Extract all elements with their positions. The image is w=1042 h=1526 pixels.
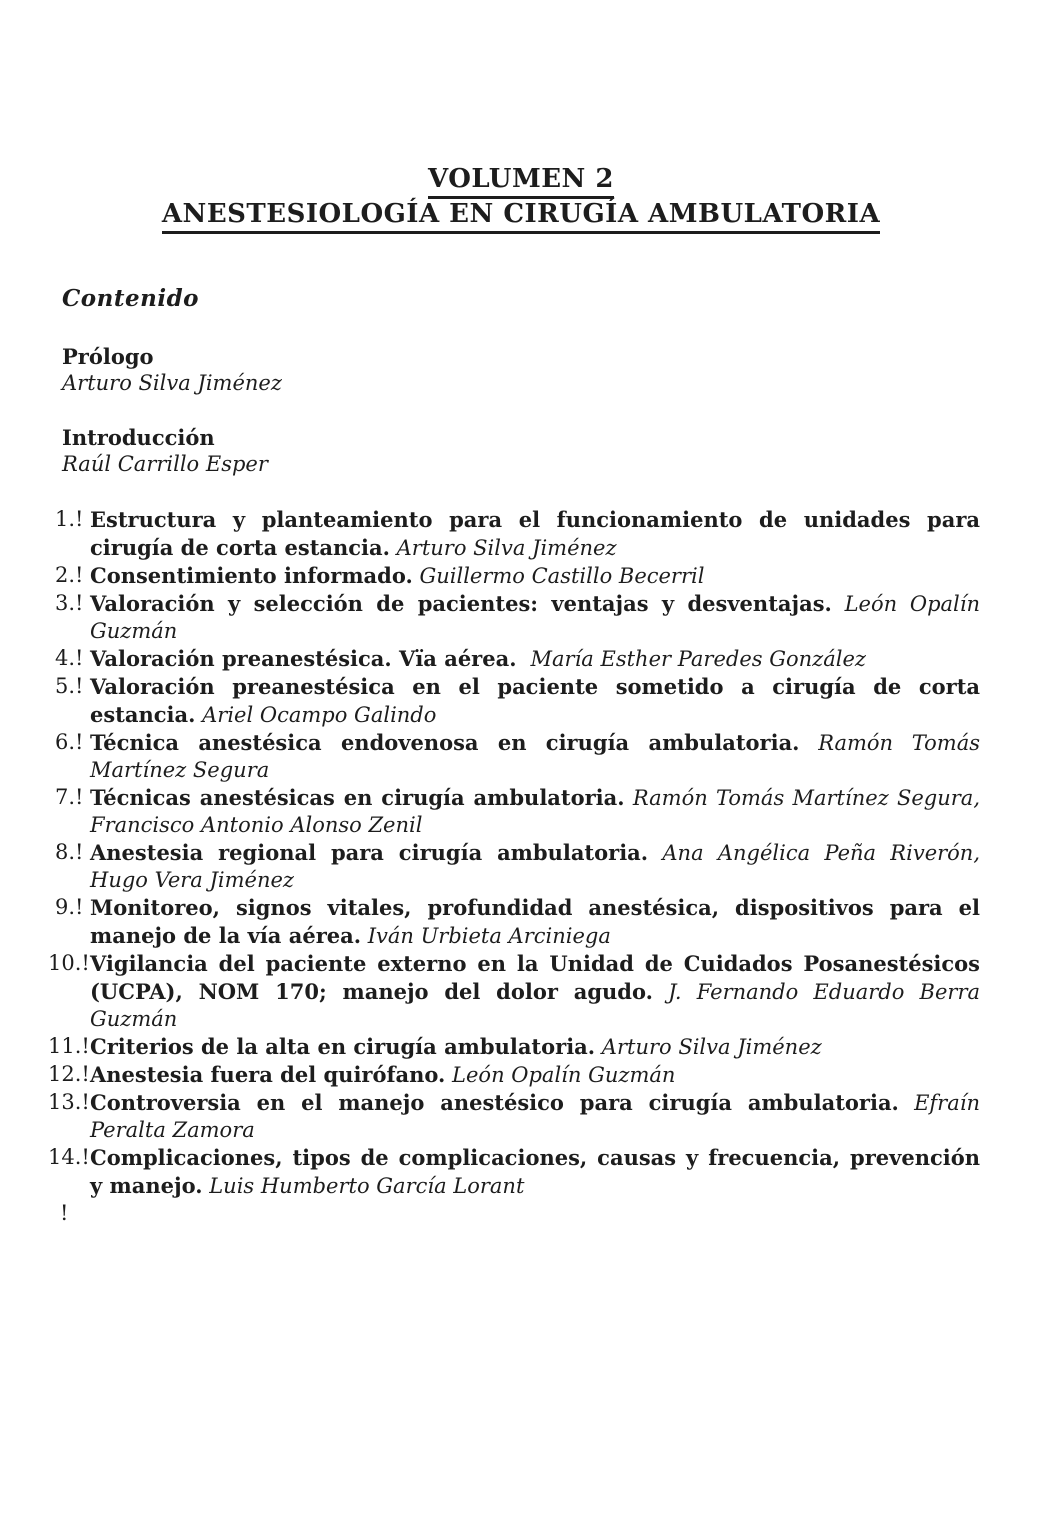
toc-item [55, 784, 980, 839]
chapter-authors: León Opalín Guzmán [90, 592, 980, 643]
chapter-number: 5.! [55, 674, 84, 698]
document-title-block [0, 164, 1042, 234]
front-matter-section [62, 343, 962, 505]
chapter-number: 11.! [48, 1034, 90, 1058]
toc-item [48, 950, 980, 1033]
toc-item [48, 1089, 980, 1144]
chapter-authors: Guillermo Castillo Becerril [419, 564, 705, 588]
chapter-title: Valoración y selección de pacientes: ventajas y desventajas. [90, 591, 832, 616]
chapter-number: 2.! [55, 563, 84, 587]
chapter-title: Controversia en el manejo anestésico para cirugía ambulatoria. [90, 1090, 899, 1115]
chapter-title: Estructura y planteamiento para el funcionamiento de unidades para cirugía de corta estancia. [90, 507, 980, 560]
chapter-authors: Ana Angélica Peña Riverón, Hugo Vera Jiménez [90, 841, 980, 892]
chapter-authors: Arturo Silva Jiménez [396, 536, 617, 560]
chapter-title: Complicaciones, tipos de complicaciones, causas y frecuencia, prevención y manejo. [90, 1145, 980, 1198]
chapter-title: Técnica anestésica endovenosa en cirugía ambulatoria. [90, 730, 800, 755]
chapter-authors: Arturo Silva Jiménez [601, 1035, 822, 1059]
toc-item [55, 506, 980, 562]
chapter-title: Vigilancia del paciente externo en la Unidad de Cuidados Posanestésicos (UCPA), NOM 170; manejo del dolor agudo. [90, 951, 980, 1004]
book-title-line [0, 199, 1042, 234]
chapter-number: 8.! [55, 840, 84, 864]
toc-item [55, 894, 980, 950]
chapter-title: Criterios de la alta en cirugía ambulatoria. [90, 1034, 596, 1059]
chapter-number: 7.! [55, 785, 84, 809]
volume-title: VOLUMEN 2 [428, 164, 614, 199]
toc-item [55, 729, 980, 784]
front-matter-title: Introducción [62, 425, 215, 450]
chapter-title: Técnicas anestésicas en cirugía ambulatoria. [90, 785, 625, 810]
volume-title-line [0, 164, 1042, 199]
chapter-title: Valoración preanestésica. Vïa aérea. [90, 646, 524, 671]
chapter-authors: León Opalín Guzmán [452, 1063, 676, 1087]
chapter-authors: Ariel Ocampo Galindo [202, 703, 437, 727]
toc-item [48, 1033, 980, 1061]
chapter-title: Anestesia fuera del quirófano. [90, 1062, 446, 1087]
chapter-number: 4.! [55, 646, 84, 670]
chapter-authors: Efraín Peralta Zamora [90, 1091, 980, 1142]
chapter-number: 10.! [48, 951, 90, 975]
chapter-authors: Ramón Tomás Martínez Segura [90, 731, 980, 782]
chapter-number: 14.! [48, 1145, 90, 1169]
trailing-mark: ! [60, 1201, 69, 1225]
chapter-authors: Ramón Tomás Martínez Segura, Francisco Antonio Alonso Zenil [90, 786, 980, 837]
chapter-authors: Luis Humberto García Lorant [209, 1174, 525, 1198]
front-matter-authors: Arturo Silva Jiménez [62, 371, 282, 395]
chapter-authors: J. Fernando Eduardo Berra Guzmán [90, 980, 980, 1031]
chapter-authors: Iván Urbieta Arciniega [367, 924, 611, 948]
chapter-title: Monitoreo, signos vitales, profundidad anestésica, dispositivos para el manejo de la vía aérea. [90, 895, 980, 948]
chapter-number: 13.! [48, 1090, 90, 1114]
toc-item [55, 839, 980, 894]
chapter-list [48, 506, 980, 1200]
chapter-number: 12.! [48, 1062, 90, 1086]
toc-item [55, 673, 980, 729]
front-matter-entry [62, 424, 962, 478]
front-matter-entry [62, 343, 962, 397]
book-title: ANESTESIOLOGÍA EN CIRUGÍA AMBULATORIA [162, 199, 880, 234]
toc-item [48, 1144, 980, 1200]
contents-heading: Contenido [62, 285, 200, 312]
toc-item [55, 562, 980, 590]
toc-item [55, 590, 980, 645]
chapter-number: 6.! [55, 730, 84, 754]
front-matter-authors: Raúl Carrillo Esper [62, 452, 268, 476]
chapter-title: Valoración preanestésica en el paciente sometido a cirugía de corta estancia. [90, 674, 980, 727]
front-matter-title: Prólogo [62, 344, 154, 369]
chapter-number: 3.! [55, 591, 84, 615]
toc-item [55, 645, 980, 673]
chapter-number: 1.! [55, 507, 84, 531]
chapter-authors: María Esther Paredes González [530, 647, 866, 671]
toc-item [48, 1061, 980, 1089]
chapter-title: Consentimiento informado. [90, 563, 413, 588]
chapter-title: Anestesia regional para cirugía ambulatoria. [90, 840, 649, 865]
chapter-number: 9.! [55, 895, 84, 919]
